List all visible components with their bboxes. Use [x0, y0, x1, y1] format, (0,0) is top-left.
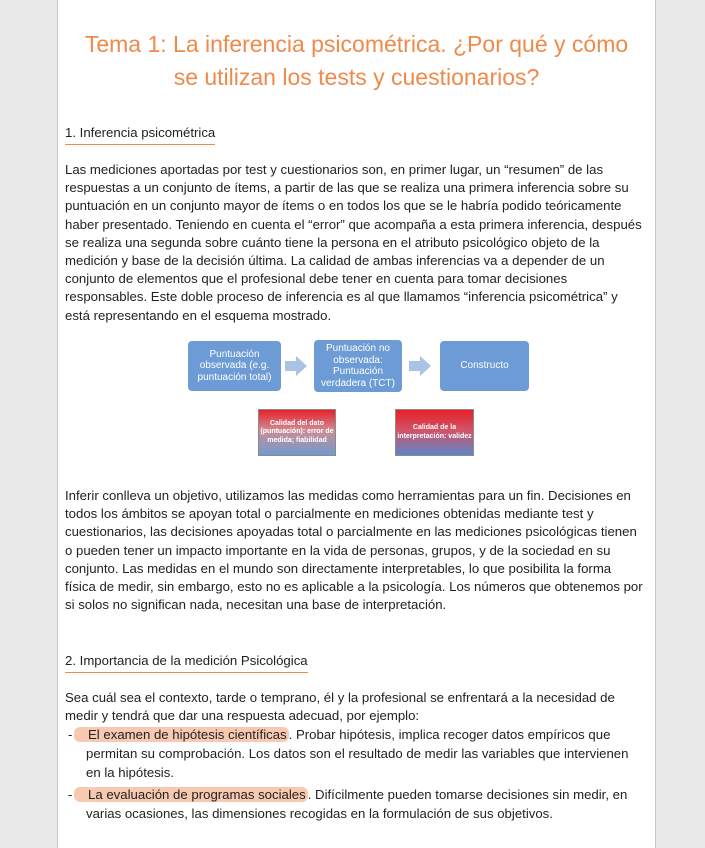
diagram-box-observed-score: Puntuación observada (e.g. puntuación total): [188, 341, 281, 391]
document-page: [57, 0, 656, 848]
list-item-text: . Difícilmente pueden tomarse decisiones sin medir, en varias ocasiones, las dimensiones recogidas en la formulación de sus objetivos.: [86, 787, 628, 821]
list-dash: -: [68, 787, 73, 802]
title-line-2: se utilizan los tests y cuestionarios?: [173, 64, 540, 90]
diagram-box-true-score: Puntuación no observada: Puntuación verdadera (TCT): [314, 340, 402, 392]
highlighted-term: La evaluación de programas sociales: [88, 787, 306, 802]
section-2-intro: Sea cuál sea el contexto, tarde o temprano, él y la profesional se enfrentará a la necesidad de medir y tendrá que dar una respuesta adecuad, por ejemplo:: [65, 690, 615, 724]
diagram-box-construct: Constructo: [440, 341, 529, 391]
list-item: [65, 726, 645, 784]
arrow-right-icon: [409, 356, 431, 376]
list-item-text: . Probar hipótesis, implica recoger datos empíricos que permitan su comprobación. Los datos son el resultado de medir las variables que intervienen en la hipótesis.: [86, 727, 629, 780]
list-item: [65, 786, 645, 844]
diagram-quality-interpretation-box: Calidad de la interpretación: validez: [395, 409, 474, 456]
section-1-paragraph: Las mediciones aportadas por test y cuestionarios son, en primer lugar, un “resumen” de las respuestas a un conjunto de ítems, a partir de las que se realiza una primera inferencia sobre su puntuación en un conjunto mayor de ítems o en todos los que se le habría podido teóricamente haber presentado. Teniendo en cuenta el “error” que acompaña a esta primera inferencia, después se realiza una segunda sobre cuánto tiene la persona en el atributo psicológico objeto de la medición y base de la decisión última. La calidad de ambas inferencias va a depender de un conjunto de elementos que el profesional debe tener en cuenta para tomar decisiones responsables. Este doble proceso de inferencia es al que llamamos “inferencia psicométrica” y está representando en el esquema mostrado.: [65, 162, 642, 323]
section-1-heading: 1. Inferencia psicométrica: [65, 124, 215, 145]
list-dash: -: [68, 727, 73, 742]
arrow-right-icon: [285, 356, 307, 376]
title-line-1: Tema 1: La inferencia psicométrica. ¿Por qué y cómo: [84, 31, 629, 57]
highlighted-term: El examen de hipótesis científicas: [88, 727, 287, 742]
section-2-heading: 2. Importancia de la medición Psicológica: [65, 652, 308, 673]
page-title: [58, 28, 655, 94]
diagram-quality-data-box: Calidad del dato (puntuación): error de medida; fiabilidad: [258, 409, 336, 456]
paragraph-2: Inferir conlleva un objetivo, utilizamos las medidas como herramientas para un fin. Decisiones en todos los ámbitos se apoyan total o parcialmente en mediciones obtenidas mediante test y cuestionarios, las decisiones apoyadas total o parcialmente en las mediciones psicológicas tienen o pueden tener un impacto importante en la vida de personas, grupos, y de la sociedad en su conjunto. Las medidas en el mundo son directamente interpretables, lo que posibilita la forma física de medir, sin embargo, esto no es aplicable a la psicología. Los números que obtenemos por si solos no significan nada, necesitan una base de interpretación.: [65, 488, 643, 613]
